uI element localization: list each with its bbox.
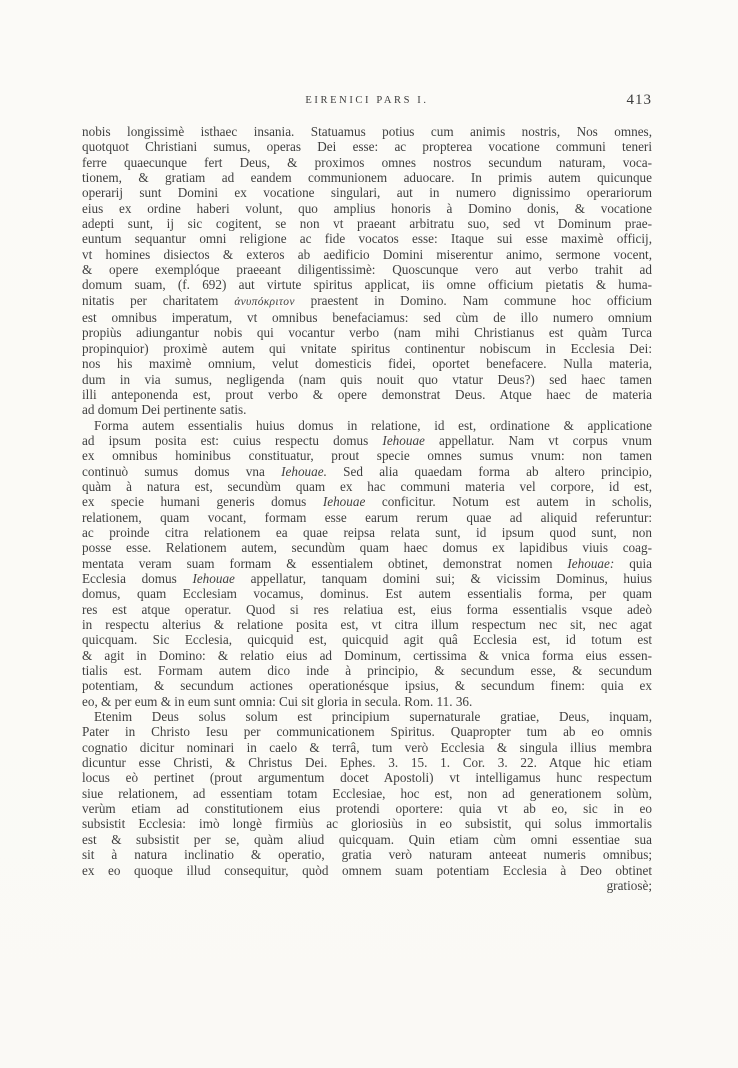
text-line: verùm etiam ad constitutionem eius protendi oportere: quia vt ab eo, sic in eo [82,801,652,817]
text-line: eo, & per eum & in eum sunt omnia: Cui sit gloria in secula. Rom. 11. 36. [82,693,473,709]
text-line: gratiosè; [606,877,652,893]
text-line: sit à natura inclinatio & operatio, gratia verò naturam anteeat numeris omnibus; [82,847,652,863]
text-segment: mentata veram suam formam & essentialem obtinet, demonstrat nomen [82,555,568,571]
text-line: Pater in Christo Iesu per communicationem Spiritus. Quapropter tum ab eo omnis [82,724,652,740]
text-line [82,494,652,509]
text-line [82,464,652,479]
text-line: adepti sunt, ij sic cogitent, se non vt praeant arbitratu suo, sed vt Dominum prae- [82,216,652,232]
text-line: cognatio dicitur nominari in caelo & terrâ, tum verò Ecclesia & singula illius membra [82,739,652,755]
text-line: operarij sunt Domini ex vocatione singulari, aut in numero dignissimo operariorum [82,185,652,201]
text-line: quicquam. Sic Ecclesia, quicquid est, quicquid agit quâ Ecclesia est, id totum est [82,632,652,648]
text-line: ex omnibus hominibus constituatur, prout specie omnes sumus vnum: non tamen [82,448,652,464]
text-line [82,556,652,571]
text-line [82,571,652,586]
text-line: domus, quam Ecclesiam vocamus, dominus. Est autem essentialis forma, per quam [82,586,652,602]
text-line: propiùs adiungantur nobis qui vocantur verbo (nam mihi Christianus est quàm Turca [82,325,652,341]
italic-name: Iehouae [192,570,235,586]
italic-name: Iehouae: [567,555,615,571]
text-line: dum in via sumus, negligenda (nam quis nouit quo vtatur Deus?) sed haec tamen [82,371,652,387]
text-line: tialis est. Formam autem dico inde à principio, & secundum esse, & secundum [82,663,652,679]
text-line: ad domum Dei pertinente satis. [82,402,247,418]
text-line: nobis longissimè isthaec insania. Statuamus potius cum animis nostris, Nos omnes, [82,124,652,139]
running-head-title: EIRENICI PARS I. [305,95,429,106]
text-line [82,293,652,310]
text-line: eius ex ordine haberi volunt, quo amplius honoris à Domino donis, & vocatione [82,200,652,216]
text-segment: quia [614,555,652,571]
text-line: illi anteponenda est, prout verbo & opere demonstrat Deus. Atque haec de materia [82,386,652,402]
text-line: posse esse. Relationem autem, secundùm quam haec domus ex lapidibus viuis coag- [82,540,652,556]
text-line [82,433,652,448]
text-segment: continuò sumus domus vna [82,463,282,479]
page-number: 413 [626,92,652,108]
text-segment: Sed alia quaedam forma ab altero principio, [326,463,653,479]
running-head [82,92,652,115]
text-line: vt homines disiectos & exteros ab aedificio Domini miserentur animo, sermone vocent, [82,246,652,262]
text-line: domum suam, (f. 692) aut virtute spiritus applicat, iis omne officium pietatis & huma- [82,277,652,293]
text-line: propinquior) proximè autem qui vnitate spiritus continentur nobiscum in Ecclesia Dei: [82,340,652,356]
text-segment: conficitur. Notum est autem in scholis, [365,494,652,510]
text-line: tionem, & gratiam ad eandem communionem aduocare. In primis autem quicunque [82,170,652,186]
text-line: ex eo quoque illud consequitur, quòd omnem suam potentiam Ecclesia à Deo obtinet [82,862,652,878]
text-line: ac proinde citra relationem ea quae reipsa relata sunt, id ipsum quod sunt, non [82,524,652,540]
text-line: locus eò pertinet (prout argumentum docet Apostoli) vt intelligamus hunc respectum [82,770,652,786]
text-line: in respectu alterius & relatione posita est, vt citra illum respectum nec sit, nec agat [82,617,652,632]
text-line: quàm à natura est, secundùm quam ex hac communi materia vel corpore, id est, [82,478,652,494]
text-line: & opere exemplóque praeeant diligentissimè: Quoscunque vero aut verbo trahit ad [82,262,652,278]
text-segment: Ecclesia domus [82,570,193,586]
text-line: est & subsistit per se, quàm aliud quicquam. Quin etiam cùm omni essentiae sua [82,831,652,847]
text-line: res est atque operatur. Quod si res relatiua est, eius forma essentialis vsque adeò [82,601,652,617]
italic-name: Iehouae [382,432,425,448]
body-text [82,124,652,893]
italic-name: Iehouae. [281,463,327,479]
text-line: potentiam, & secundum actiones operationésque ipsius, & secundum finem: quia ex [82,678,652,694]
text-segment: ad ipsum posita est: cuius respectu domus [82,432,383,448]
text-line: ferre quaecunque fert Deus, & proximos omnes nostros secundum naturam, voca- [82,154,652,170]
text-segment: praestent in Domino. Nam commune hoc officium [294,292,652,308]
text-line: relationem, quam vocant, formam esse earum rerum quae ad aliquid referuntur: [82,509,652,525]
text-segment: nitatis per charitatem [82,292,235,308]
text-line: quotquot Christiani sumus, operas Dei esse: ac propterea vocatione communi teneri [82,139,652,155]
text-line: dicuntur esse Christi, & Christus Dei. Ephes. 3. 15. 1. Cor. 3. 22. Atque hic etiam [82,755,652,771]
text-line: est omnibus imperatum, vt omnibus benefaciamus: sed cùm de illo numero omnium [82,310,652,326]
text-line: & agit in Domino: & relatio eius ad Dominum, certissima & vnica forma eius essen- [82,647,652,663]
text-line: Forma autem essentialis huius domus in relatione, id est, ordinatione & applicatione [94,417,652,433]
text-line: Etenim Deus solus solum est principium supernaturale gratiae, Deus, inquam, [94,709,652,725]
greek-word: ἀνυπόκριτον [234,295,295,308]
text-line: nos his maximè omnium, velut domesticis fidei, oportet benefacere. Nulla materia, [82,356,652,372]
text-line: subsistit Ecclesia: imò longè firmiùs ac gloriosiùs in eo subsistit, qui solus immortalis [82,816,652,832]
text-segment: appellatur, tanquam domini sui; & vicissim Dominus, huius [234,570,652,586]
text-segment: appellatur. Nam vt corpus vnum [424,432,652,448]
text-line: euntum sequantur omni religione ac fide vocatos esse: Itaque sui esse maximè officij, [82,231,652,247]
italic-name: Iehouae [322,494,366,510]
text-line: siue relationem, ad essentiam totam Ecclesiae, hoc est, non ad generationem solùm, [82,785,652,801]
text-segment: ex specie humani generis domus [82,494,323,510]
